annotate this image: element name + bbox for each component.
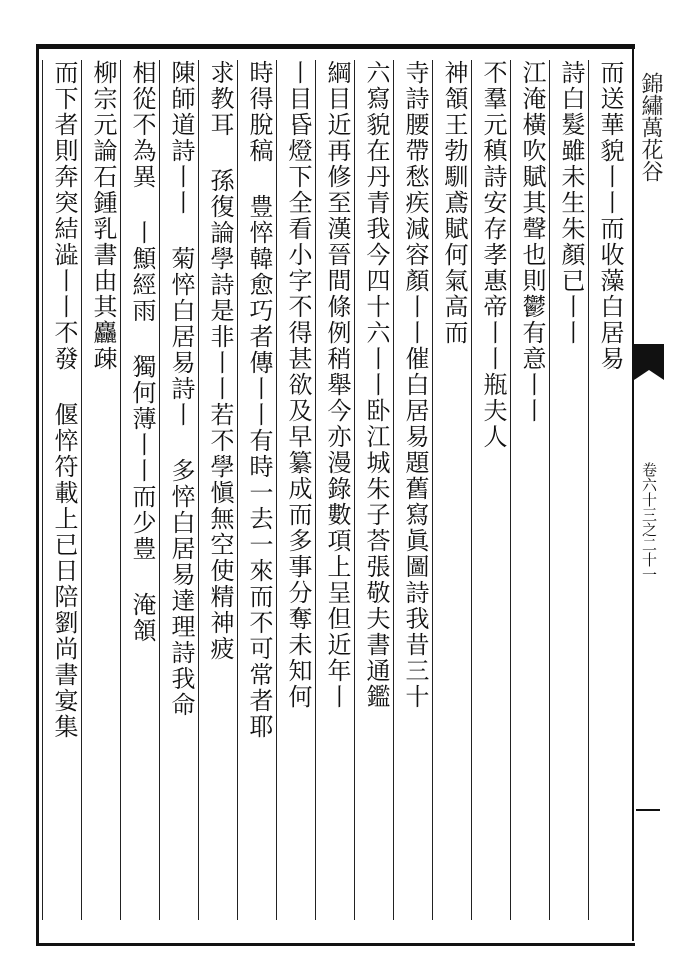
text-column: 求教耳 孫復論學詩是非丨丨若不學愼無空使精神疲 <box>198 60 240 920</box>
text-column: 江淹橫吹賦其聲也則鬱有意丨丨 <box>510 60 552 920</box>
text-column: 神頷王勃馴鳶賦何氣高而 <box>432 60 474 920</box>
text-column: 而送華貌丨丨而收藻白居易 <box>588 60 630 920</box>
volume-label: 卷六十三之二十一 <box>640 462 658 582</box>
text-column: 不羣元稹詩安存孝惠帝丨丨瓶夫人 <box>471 60 513 920</box>
margin-divider <box>636 809 660 811</box>
text-column: 丨目昏燈下全看小字不得甚欲及早纂成而多事分奪未知何 <box>276 60 318 920</box>
page-margin <box>634 44 664 941</box>
text-column: 綱目近再修至漢晉間條例稍舉今亦漫錄數項上呈但近年丨 <box>315 60 357 920</box>
text-column: 柳宗元論石鍾乳書由其麤疎 <box>81 60 123 920</box>
text-column: 相從不為異 丨顦經雨 獨何薄丨丨而少豊 淹頷 <box>120 60 162 920</box>
text-column: 寺詩腰帶愁疾減容顏丨丨催白居易題舊寫眞圖詩我昔三十 <box>393 60 435 920</box>
fish-tail-mark-icon <box>634 344 664 370</box>
text-column: 時得脫稿 豊悴韓愈巧者傳丨丨有時一去一來而不可常者耶 <box>237 60 279 920</box>
text-column: 陳師道詩丨丨 菊悴白居易詩丨 多悴白居易達理詩我命 <box>159 60 201 920</box>
text-column: 詩白髮雖未生朱顏已丨丨 <box>549 60 591 920</box>
text-column: 而下者則奔突結澁丨丨不發 偃悴符載上已日陪劉尚書宴集 <box>42 60 84 920</box>
book-title: 錦繡萬花谷 <box>638 72 663 182</box>
text-column: 六寫貌在丹青我今四十六丨丨卧江城朱子荅張敬夫書通鑑 <box>354 60 396 920</box>
